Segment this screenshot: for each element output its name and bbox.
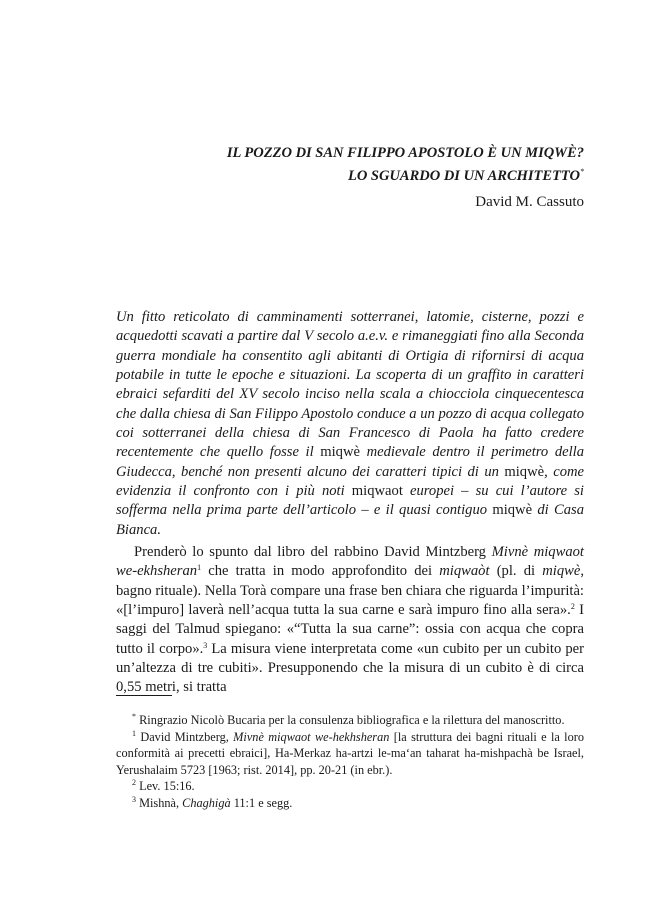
- body-segment: , bagno rituale). Nella Torà compare una frase ben chiara che riguarda l’impurità: «[l’impuro] laverà nell’acqua tutta la sua carne e sarà impuro fino alla sera».: [116, 563, 584, 619]
- footnote-star: [116, 712, 584, 729]
- body-segment: Prenderò lo spunto dal libro del rabbino David Mintzberg: [134, 544, 492, 560]
- body-segment: (pl. di: [489, 563, 543, 580]
- footnote-book-title: Mivnè miqwaot we-hekhsheran: [233, 729, 390, 744]
- abstract-segment: di Casa Bianca.: [116, 502, 585, 538]
- footnote-ref-2[interactable]: 2: [570, 602, 575, 612]
- footnote-3: [116, 795, 584, 812]
- abstract-term: miqwè: [504, 463, 545, 480]
- footnote-ref-1[interactable]: 1: [197, 563, 202, 573]
- article-title-line2: [104, 162, 584, 186]
- body-paragraph: [116, 543, 584, 698]
- footnote-text: Ringrazio Nicolò Bucaria per la consulenza bibliografica e la rilettura del manoscritto.: [136, 713, 565, 727]
- abstract-segment: , come evidenzia il confronto con i più noti: [116, 463, 585, 500]
- title-line2-text: LO SGUARDO DI UN ARCHITETTO: [347, 168, 580, 184]
- footnote-separator: [116, 695, 172, 696]
- footnote-mark: 2: [132, 778, 136, 787]
- footnote-text: Mishnà,: [136, 795, 183, 810]
- footnotes: [116, 712, 584, 811]
- abstract-segment: Un fitto reticolato di camminamenti sotterranei, latomie, cisterne, pozzi e acquedotti scavati a partire dal V secolo a.e.v. e rimaneggiati fino alla Seconda guerra mondiale ha consentito agli abitanti di Ortigia di rifornirsi di acqua potabile in tutte le epoche e situazioni. La scoperta di un graffito in caratteri ebraici sefarditi del XV secolo inciso nella scala a chiocciola cinquecentesca che dalla chiesa di San Filippo Apostolo conduce a un pozzo di acqua collegato coi sotterranei della chiesa di San Francesco di Paola ha fatto credere recentemente che quello fosse il: [116, 309, 584, 461]
- abstract-segment: medievale dentro il perimetro della Giudecca, benché non presenti alcuno dei caratteri tipici di un: [116, 444, 584, 480]
- footnote-text: [la struttura dei bagni rituali e la loro conformità ai precetti ebraici], Ha-Merkaz ha-artzi le-ma‘an taharat ha-mishpachà be Israel, Yerushalaim 5723 [1963; rist. 2014], pp. 20-21 (in ebr.).: [116, 729, 584, 777]
- footnote-mark: *: [132, 712, 136, 721]
- footnote-text: Lev. 15:16.: [136, 779, 195, 793]
- body-segment: La misura viene interpretata come «un cubito per un cubito per un’altezza di tre cubiti». Presupponendo che la misura di un cubito è di circa 0,55 metri, si tratta: [116, 640, 584, 696]
- footnote-text: David Mintzberg,: [136, 729, 234, 744]
- body-term: miqwè: [542, 563, 581, 580]
- abstract-term: miqwè: [320, 444, 360, 461]
- article-title-line1: [104, 143, 584, 163]
- title-line1-text: IL POZZO DI SAN FILIPPO APOSTOLO È UN MIQWÈ?: [226, 145, 584, 161]
- footnote-mark: 3: [132, 794, 136, 804]
- body-segment: che tratta in modo approfondito dei: [201, 563, 440, 580]
- abstract-term: miqwaot: [351, 483, 403, 500]
- footnote-1: [116, 729, 584, 779]
- abstract-segment: europei – su cui l’autore si sofferma nella prima parte dell’articolo – e il quasi contiguo: [116, 483, 584, 519]
- footnote-text: 11:1 e segg.: [230, 795, 293, 810]
- title-footnote-mark: *: [580, 167, 584, 176]
- footnote-book-title: Chaghigà: [182, 795, 231, 810]
- abstract: [116, 308, 584, 540]
- author-name: David M. Cassuto: [475, 194, 584, 210]
- body-segment: I saggi del Talmud spiegano: «“Tutta la sua carne”: ossia con acqua che copra tutto il corpo».: [116, 602, 584, 657]
- abstract-term: miqwè: [492, 502, 533, 519]
- footnote-mark: 1: [132, 728, 136, 738]
- body-term: miqwaòt: [439, 563, 490, 580]
- footnote-2: [116, 778, 584, 795]
- body-book-title: Mivnè miqwaot we-ekhsheran: [116, 544, 584, 580]
- footnote-ref-3[interactable]: 3: [203, 640, 208, 650]
